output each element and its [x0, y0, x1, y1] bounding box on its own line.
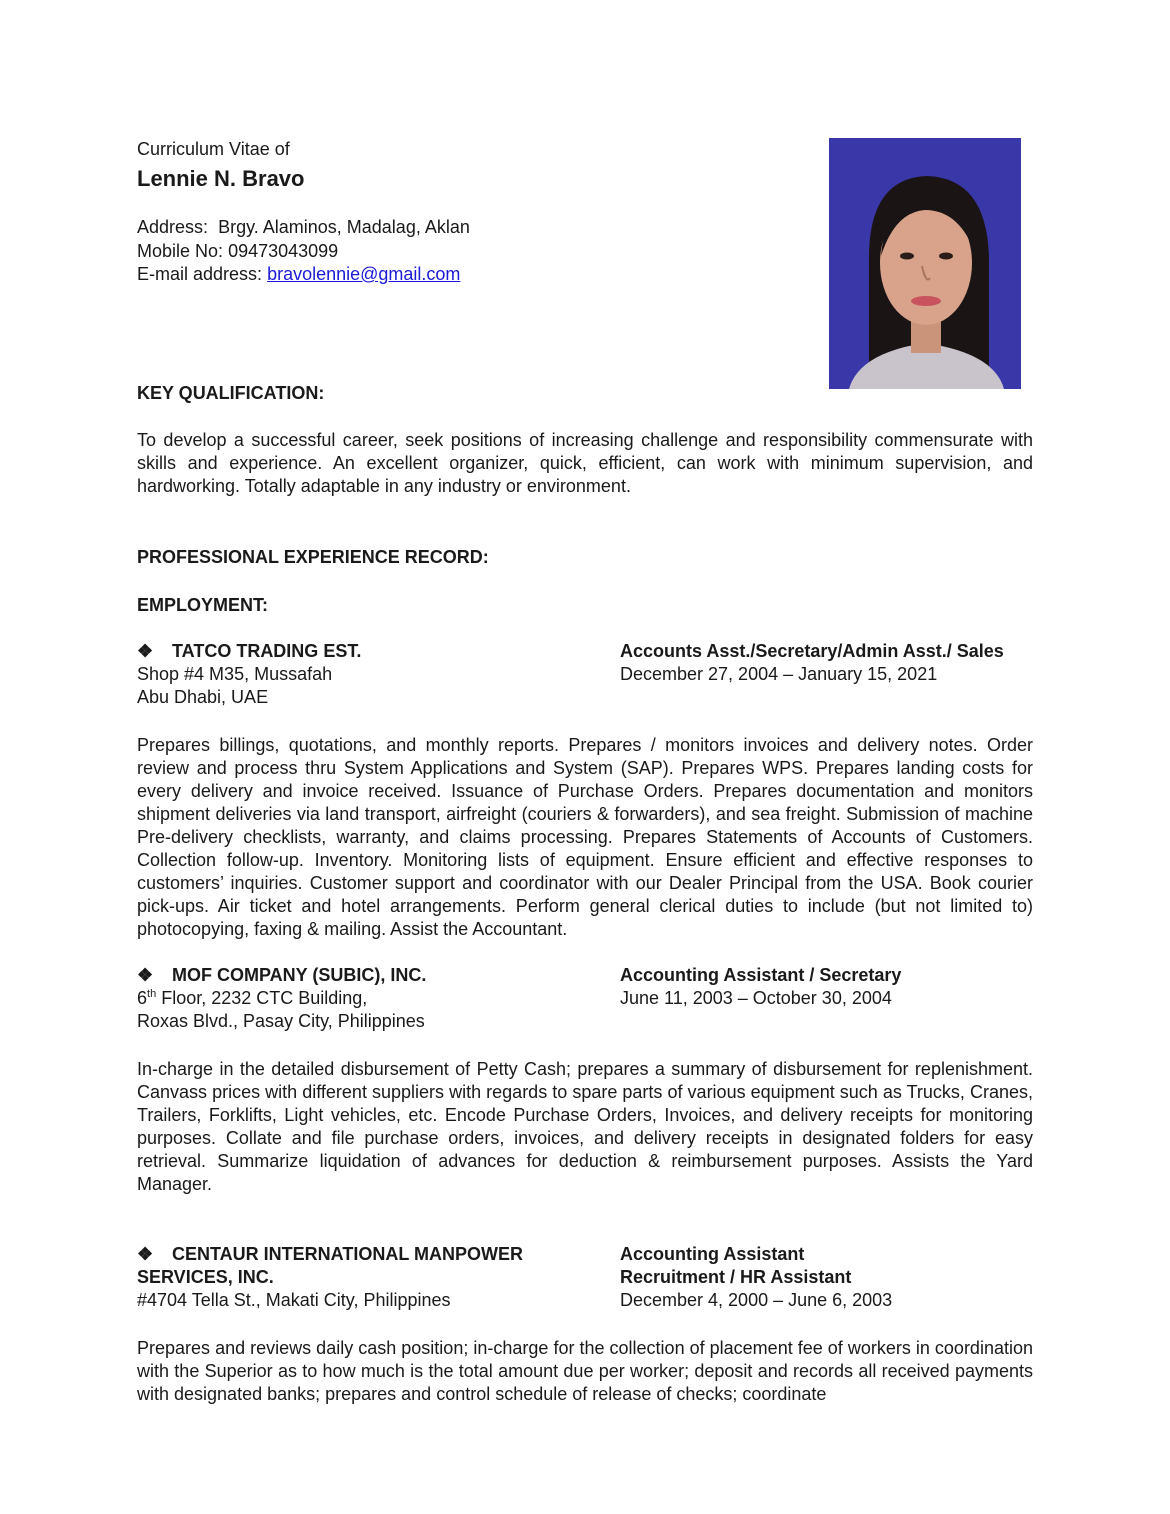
job-1-description: Prepares billings, quotations, and monthly reports. Prepares / monitors invoices and delivery notes. Order review and process thru System Applications and System (SAP). Prepares WPS. Prepares landing costs for every delivery and invoice received. Issuance of Purchase Orders. Prepares documentation and monitors shipment deliveries via land transport, airfreight (couriers & forwarders), and sea freight. Submission of machine Pre-delivery checklists, warranty, and claims processing. Prepares Statements of Accounts of Customers. Collection follow-up. Inventory. Monitoring lists of equipment. Ensure efficient and effective responses to customers’ inquiries. Customer support and coordinator with our Dealer Principal from the USA. Book courier pick-ups. Air ticket and hotel arrangements. Perform general clerical duties to include (but not limited to) photocopying, faxing & mailing. Assist the Accountant. [137, 735, 1033, 939]
job-3-title-line1: Accounting Assistant [620, 1244, 805, 1264]
job-3-title-line2: Recruitment / HR Assistant [620, 1267, 852, 1287]
job-3-company-line1: CENTAUR INTERNATIONAL MANPOWER [172, 1244, 523, 1264]
cv-label: Curriculum Vitae of [137, 139, 290, 159]
employment-heading: EMPLOYMENT: [137, 595, 269, 615]
job-2-address-line1 [137, 987, 607, 1010]
job-3-header-right [620, 1243, 1050, 1312]
email-line [137, 263, 460, 286]
job-1-header-right [620, 640, 1050, 686]
diamond-bullet-icon: ❖ [137, 641, 154, 661]
address-line [137, 216, 470, 239]
professional-experience-heading: PROFESSIONAL EXPERIENCE RECORD: [137, 547, 489, 567]
key-qualification-text: To develop a successful career, seek positions of increasing challenge and responsibility commensurate with skills and experience. An excellent organizer, quick, efficient, can work with minimum supervision, and hardworking. Totally adaptable in any industry or environment. [137, 430, 1033, 496]
email-link[interactable]: bravolennie@gmail.com [267, 264, 461, 284]
address-label: Address: [137, 217, 209, 237]
job-2-header-right [620, 964, 1050, 1010]
job-2-header-left [137, 964, 607, 1033]
job-3-dates: December 4, 2000 – June 6, 2003 [620, 1290, 893, 1310]
address-value: Brgy. Alaminos, Madalag, Aklan [218, 217, 470, 237]
job-3-address-line1: #4704 Tella St., Makati City, Philippines [137, 1290, 451, 1310]
job-2-description: In-charge in the detailed disbursement of Petty Cash; prepares a summary of disbursement for replenishment. Canvass prices with different suppliers with regards to spare parts of various equipment such as Trucks, Cranes, Trailers, Forklifts, Light vehicles, etc. Encode Purchase Orders, Invoices, and delivery receipts for monitoring purposes. Collate and file purchase orders, invoices, and delivery receipts in designated folders for easy retrieval. Summarize liquidation of advances for deduction & reimbursement purposes. Assists the Yard Manager. [137, 1059, 1033, 1194]
job-2-title: Accounting Assistant / Secretary [620, 965, 902, 985]
mobile-label: Mobile No: [137, 241, 224, 261]
job-2-address-line2: Roxas Blvd., Pasay City, Philippines [137, 1011, 425, 1031]
diamond-bullet-icon: ❖ [137, 1244, 154, 1264]
job-2-company: MOF COMPANY (SUBIC), INC. [172, 965, 427, 985]
mobile-line [137, 240, 338, 263]
diamond-bullet-icon: ❖ [137, 965, 154, 985]
candidate-name: Lennie N. Bravo [137, 166, 305, 191]
job-1-dates: December 27, 2004 – January 15, 2021 [620, 664, 938, 684]
email-label: E-mail address: [137, 264, 263, 284]
job-3-description: Prepares and reviews daily cash position; in-charge for the collection of placement fee of workers in coordination with the Superior as to how much is the total amount due per worker; deposit and records all received payments with designated banks; prepares and control schedule of release of checks; coordinate [137, 1338, 1033, 1404]
job-1-address-line2: Abu Dhabi, UAE [137, 687, 269, 707]
portrait-illustration [829, 138, 1021, 389]
floor-building: Floor, 2232 CTC Building, [156, 988, 368, 1008]
mobile-value: 09473043099 [228, 241, 339, 261]
job-1-company: TATCO TRADING EST. [172, 641, 362, 661]
job-1-header-left [137, 640, 607, 709]
job-3-company-line2: SERVICES, INC. [137, 1267, 274, 1287]
profile-photo [829, 138, 1021, 389]
job-3-header-left [137, 1243, 607, 1312]
job-1-address-line1: Shop #4 M35, Mussafah [137, 664, 333, 684]
key-qualification-heading: KEY QUALIFICATION: [137, 383, 325, 403]
job-1-title: Accounts Asst./Secretary/Admin Asst./ Sales [620, 641, 1004, 661]
floor-number: 6 [137, 988, 148, 1008]
job-2-dates: June 11, 2003 – October 30, 2004 [620, 988, 892, 1008]
floor-ordinal: th [147, 988, 157, 1000]
